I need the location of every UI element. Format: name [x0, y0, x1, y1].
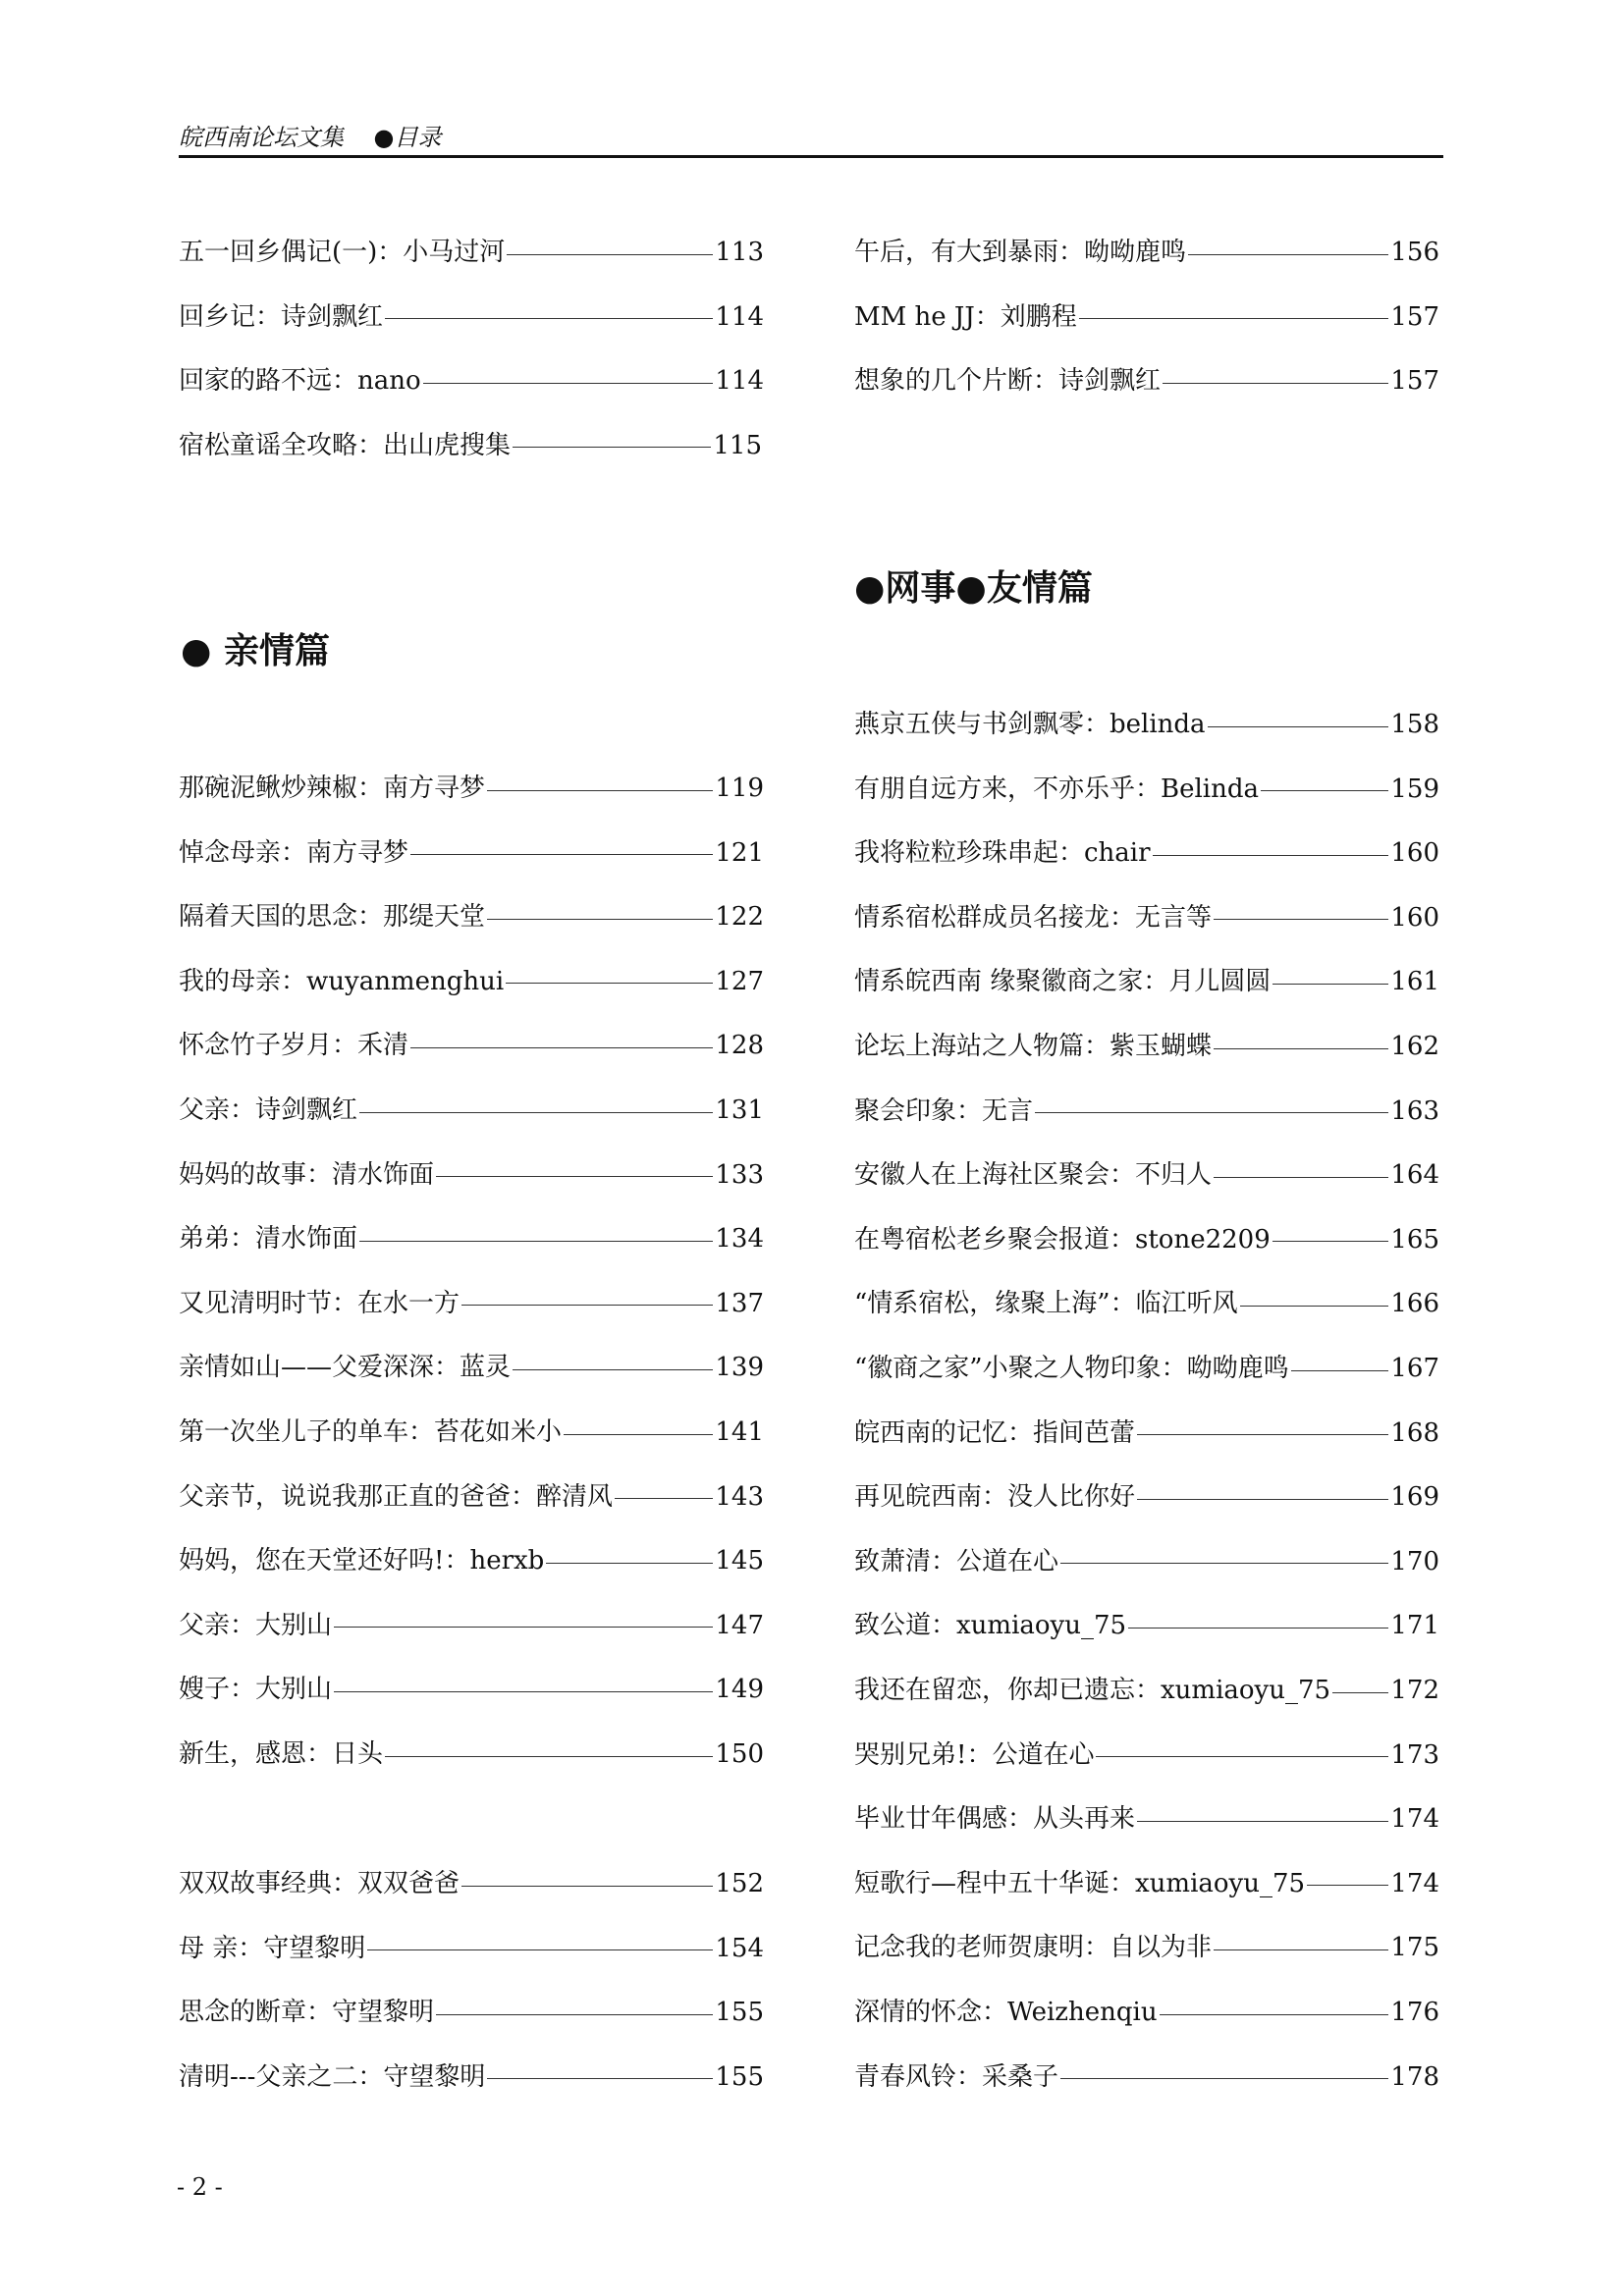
dotted-leader	[1214, 1048, 1388, 1049]
toc-entry-title: 情系皖西南 缘聚徽商之家：月儿圆圆	[854, 967, 1272, 997]
dotted-leader	[1240, 1306, 1389, 1307]
toc-entry[interactable]	[854, 1414, 1439, 1453]
toc-entry-page: 121	[715, 837, 764, 868]
toc-entry-page: 155	[715, 2061, 764, 2092]
dotted-leader	[546, 1563, 713, 1564]
toc-entry-title: 亲情如山——父爱深深：蓝灵	[179, 1353, 512, 1383]
toc-entry[interactable]	[179, 426, 762, 465]
toc-entry-page: 175	[1390, 1933, 1439, 1963]
toc-entry-title: 宿松童谣全攻略：出山虎搜集	[179, 430, 512, 460]
dotted-leader	[334, 1691, 713, 1692]
toc-entry-title: “情系宿松，缘聚上海”：临江听风	[854, 1289, 1238, 1319]
toc-entry[interactable]	[179, 1155, 764, 1195]
toc-entry-page: 114	[715, 301, 764, 332]
dotted-leader	[1160, 2014, 1389, 2015]
dotted-leader	[1137, 1434, 1388, 1435]
toc-entry-page: 115	[713, 430, 762, 460]
toc-entry-title: 毕业廿年偶感：从头再来	[854, 1804, 1136, 1835]
toc-entry-page: 157	[1390, 301, 1439, 332]
toc-entry[interactable]	[854, 705, 1439, 744]
section-heading: ●网事●友情篇	[854, 568, 1093, 609]
toc-entry-page: 147	[715, 1610, 764, 1640]
toc-entry[interactable]	[854, 1735, 1439, 1775]
toc-entry-title: 回乡记：诗剑飘红	[179, 301, 384, 332]
toc-entry-title: 我还在留恋，你却已遗忘：xumiaoyu_75	[854, 1676, 1331, 1705]
toc-entry-title: 再见皖西南：没人比你好	[854, 1482, 1136, 1513]
toc-entry[interactable]	[179, 769, 764, 808]
toc-entry-title: 在粤宿松老乡聚会报道：stone2209	[854, 1224, 1271, 1255]
toc-entry-page: 167	[1390, 1354, 1439, 1383]
dotted-leader	[1128, 1628, 1388, 1629]
toc-entry-page: 127	[715, 966, 764, 996]
dotted-leader	[410, 1047, 713, 1048]
toc-entry[interactable]	[854, 1027, 1439, 1066]
dotted-leader	[359, 1112, 713, 1113]
toc-entry-title: 新生，感恩：日头	[179, 1739, 384, 1769]
toc-entry-title: 又见清明时节：在水一方	[179, 1288, 460, 1318]
dotted-leader	[564, 1434, 713, 1435]
dotted-leader	[1214, 1949, 1388, 1950]
toc-entry[interactable]	[179, 1091, 764, 1130]
dotted-leader	[506, 983, 713, 984]
toc-entry-page: 162	[1390, 1032, 1439, 1061]
dotted-leader	[359, 1241, 713, 1242]
toc-entry[interactable]	[179, 897, 764, 936]
toc-entry-page: 171	[1390, 1611, 1439, 1641]
toc-entry[interactable]	[854, 770, 1439, 809]
toc-entry-title: 深情的怀念：Weizhenqiu	[854, 1998, 1158, 2027]
toc-entry-page: 131	[715, 1095, 764, 1125]
dotted-leader	[1208, 726, 1389, 727]
dotted-leader	[1261, 790, 1388, 791]
toc-entry[interactable]	[854, 1220, 1439, 1259]
toc-entry-page: 170	[1390, 1546, 1439, 1576]
dotted-leader	[461, 1886, 713, 1887]
toc-entry-page: 152	[715, 1869, 764, 1898]
toc-entry-title: 致萧清：公道在心	[854, 1546, 1059, 1576]
toc-entry[interactable]	[854, 1542, 1439, 1581]
section-heading: ● 亲情篇	[181, 631, 330, 671]
toc-entry-title: 妈妈，您在天堂还好吗!：herxb	[179, 1546, 545, 1576]
toc-entry-page: 160	[1390, 838, 1439, 869]
toc-entry-title: 致公道：xumiaoyu_75	[854, 1611, 1127, 1641]
toc-entry[interactable]	[854, 962, 1439, 1001]
toc-entry-title: 燕京五侠与书剑飘零：belinda	[854, 710, 1206, 739]
toc-entry[interactable]	[179, 1413, 764, 1452]
dotted-leader	[385, 1756, 713, 1757]
toc-entry-page: 174	[1390, 1868, 1439, 1898]
toc-entry-page: 133	[715, 1159, 764, 1190]
toc-entry[interactable]	[854, 361, 1439, 400]
toc-entry[interactable]	[854, 1993, 1439, 2032]
toc-entry-page: 157	[1390, 366, 1439, 397]
dotted-leader	[1060, 2078, 1388, 2079]
toc-entry-page: 160	[1390, 902, 1439, 933]
toc-entry-title: 想象的几个片断：诗剑飘红	[854, 366, 1162, 397]
toc-entry-title: 我的母亲：wuyanmenghui	[179, 966, 505, 996]
header-title: 皖西南论坛文集 ●目录	[179, 124, 442, 151]
toc-entry[interactable]	[179, 1670, 764, 1709]
page-header	[179, 116, 1443, 158]
toc-entry[interactable]	[854, 233, 1439, 272]
toc-entry[interactable]	[854, 833, 1439, 873]
toc-entry-title: 清明---父亲之二：守望黎明	[179, 2061, 486, 2092]
dotted-leader	[1214, 919, 1388, 920]
toc-entry[interactable]	[179, 1477, 764, 1517]
dotted-leader	[461, 1305, 713, 1306]
toc-entry-title: 五一回乡偶记(一)：小马过河	[179, 238, 506, 267]
dotted-leader	[334, 1627, 713, 1628]
toc-entry-page: 164	[1390, 1160, 1439, 1191]
toc-entry-page: 119	[715, 774, 764, 803]
toc-entry[interactable]	[179, 2057, 764, 2097]
toc-entry-page: 173	[1390, 1739, 1439, 1770]
dotted-leader	[1291, 1370, 1389, 1371]
dotted-leader	[487, 790, 713, 791]
toc-entry[interactable]	[179, 1735, 764, 1774]
toc-entry[interactable]	[179, 297, 764, 337]
toc-entry-page: 150	[715, 1739, 764, 1769]
toc-entry-title: MM he JJ：刘鹏程	[854, 301, 1077, 332]
toc-entry-title: 母 亲：守望黎明	[179, 1933, 366, 1963]
dotted-leader	[1272, 984, 1388, 985]
toc-entry-page: 158	[1390, 710, 1439, 739]
toc-entry-page: 178	[1390, 2061, 1439, 2092]
toc-entry-title: 思念的断章：守望黎明	[179, 1998, 435, 2028]
toc-entry-page: 139	[715, 1353, 764, 1383]
toc-entry-title: 父亲节，说说我那正直的爸爸：醉清风	[179, 1481, 614, 1512]
dotted-leader	[1079, 318, 1389, 319]
toc-entry-page: 165	[1390, 1224, 1439, 1255]
dotted-leader	[1332, 1692, 1388, 1693]
toc-entry-title: 哭别兄弟!：公道在心	[854, 1739, 1095, 1770]
toc-entry[interactable]	[179, 833, 764, 873]
dotted-leader	[1137, 1821, 1388, 1822]
toc-entry-page: 114	[715, 366, 764, 397]
toc-entry-page: 113	[715, 238, 764, 267]
toc-entry[interactable]	[179, 1606, 764, 1645]
dotted-leader	[513, 447, 711, 448]
toc-entry-title: 第一次坐儿子的单车：苔花如米小	[179, 1417, 563, 1447]
toc-entry-page: 149	[715, 1675, 764, 1705]
toc-entry[interactable]	[854, 1928, 1439, 1967]
dotted-leader	[615, 1498, 713, 1499]
dotted-leader	[1307, 1885, 1388, 1886]
dotted-leader	[1188, 254, 1388, 255]
toc-entry-title: 皖西南的记忆：指间芭蕾	[854, 1417, 1136, 1448]
toc-entry[interactable]	[179, 1026, 764, 1065]
toc-entry-title: 怀念竹子岁月：禾清	[179, 1031, 409, 1061]
toc-entry-page: 172	[1390, 1676, 1439, 1705]
toc-entry-page: 122	[715, 902, 764, 933]
toc-entry-title: 记念我的老师贺康明：自以为非	[854, 1933, 1213, 1963]
toc-entry[interactable]	[854, 297, 1439, 337]
toc-entry[interactable]	[854, 1155, 1439, 1195]
toc-entry-title: 论坛上海站之人物篇：紫玉蝴蝶	[854, 1032, 1213, 1061]
dotted-leader	[1137, 1499, 1388, 1500]
toc-entry[interactable]	[179, 1219, 764, 1258]
toc-entry-page: 156	[1390, 238, 1439, 267]
toc-entry-title: 那碗泥鳅炒辣椒：南方寻梦	[179, 774, 486, 803]
toc-entry-title: 短歌行—程中五十华诞：xumiaoyu_75	[854, 1868, 1306, 1898]
dotted-leader	[1060, 1563, 1388, 1564]
toc-entry-title: 安徽人在上海社区聚会：不归人	[854, 1160, 1213, 1191]
toc-entry[interactable]	[854, 898, 1439, 937]
toc-entry-title: 情系宿松群成员名接龙：无言等	[854, 902, 1213, 933]
toc-entry-title: 父亲：诗剑飘红	[179, 1095, 358, 1125]
toc-entry-page: 155	[715, 1998, 764, 2028]
toc-entry[interactable]	[854, 1671, 1439, 1710]
dotted-leader	[1035, 1112, 1388, 1113]
toc-entry-title: 弟弟：清水饰面	[179, 1224, 358, 1255]
toc-entry[interactable]	[179, 1929, 764, 1968]
toc-entry[interactable]	[854, 1606, 1439, 1645]
toc-entry-page: 161	[1390, 967, 1439, 997]
toc-entry-title: 有朋自远方来，不亦乐乎：Belinda	[854, 774, 1260, 804]
dotted-leader	[487, 919, 713, 920]
dotted-leader	[367, 1949, 713, 1950]
toc-entry[interactable]	[179, 962, 764, 1001]
dotted-leader	[1163, 383, 1388, 384]
toc-entry-title: 父亲：大别山	[179, 1610, 333, 1640]
toc-entry[interactable]	[854, 1349, 1439, 1388]
toc-entry-title: 双双故事经典：双双爸爸	[179, 1869, 460, 1898]
dotted-leader	[436, 1176, 713, 1177]
toc-entry[interactable]	[179, 1993, 764, 2032]
dotted-leader	[1272, 1241, 1389, 1242]
page-number: - 2 -	[177, 2173, 223, 2201]
toc-entry[interactable]	[179, 1348, 764, 1387]
dotted-leader	[507, 254, 713, 255]
toc-entry[interactable]	[179, 1864, 764, 1903]
dotted-leader	[513, 1369, 713, 1370]
toc-entry-title: 午后，有大到暴雨：呦呦鹿鸣	[854, 238, 1187, 267]
toc-entry[interactable]	[179, 1541, 764, 1580]
toc-entry-title: 妈妈的故事：清水饰面	[179, 1159, 435, 1190]
toc-entry-title: “徽商之家”小聚之人物印象：呦呦鹿鸣	[854, 1354, 1289, 1383]
toc-entry[interactable]	[854, 1799, 1439, 1839]
toc-entry[interactable]	[179, 233, 764, 272]
toc-entry[interactable]	[854, 2057, 1439, 2097]
toc-entry[interactable]	[854, 1092, 1439, 1131]
toc-entry[interactable]	[179, 1284, 764, 1323]
toc-entry-page: 137	[715, 1288, 764, 1318]
dotted-leader	[1214, 1177, 1388, 1178]
toc-entry-page: 169	[1390, 1482, 1439, 1513]
toc-entry[interactable]	[179, 361, 764, 400]
toc-entry-page: 134	[715, 1224, 764, 1255]
toc-entry-page: 143	[715, 1481, 764, 1512]
toc-entry-title: 青春风铃：采桑子	[854, 2061, 1059, 2092]
dotted-leader	[436, 2014, 713, 2015]
toc-entry-title: 聚会印象：无言	[854, 1095, 1034, 1126]
dotted-leader	[1153, 855, 1389, 856]
toc-entry-page: 166	[1390, 1289, 1439, 1319]
toc-entry-page: 128	[715, 1031, 764, 1061]
toc-entry-page: 174	[1390, 1804, 1439, 1835]
toc-entry[interactable]	[854, 1864, 1439, 1903]
toc-entry[interactable]	[854, 1284, 1439, 1323]
toc-entry-page: 163	[1390, 1095, 1439, 1126]
toc-entry-page: 141	[715, 1417, 764, 1447]
toc-entry-page: 176	[1390, 1998, 1439, 2027]
dotted-leader	[487, 2078, 713, 2079]
dotted-leader	[1096, 1756, 1388, 1757]
toc-entry-page: 159	[1390, 774, 1439, 804]
toc-entry-page: 145	[715, 1546, 764, 1576]
toc-entry-title: 我将粒粒珍珠串起：chair	[854, 838, 1151, 869]
toc-entry-page: 154	[715, 1933, 764, 1963]
toc-entry-title: 隔着天国的思念：那缇天堂	[179, 902, 486, 933]
toc-entry-title: 回家的路不远：nano	[179, 366, 421, 397]
dotted-leader	[410, 854, 713, 855]
dotted-leader	[385, 318, 713, 319]
toc-entry-title: 嫂子：大别山	[179, 1675, 333, 1705]
toc-entry[interactable]	[854, 1477, 1439, 1517]
dotted-leader	[423, 383, 714, 384]
toc-entry-title: 悼念母亲：南方寻梦	[179, 837, 409, 868]
toc-entry-page: 168	[1390, 1417, 1439, 1448]
